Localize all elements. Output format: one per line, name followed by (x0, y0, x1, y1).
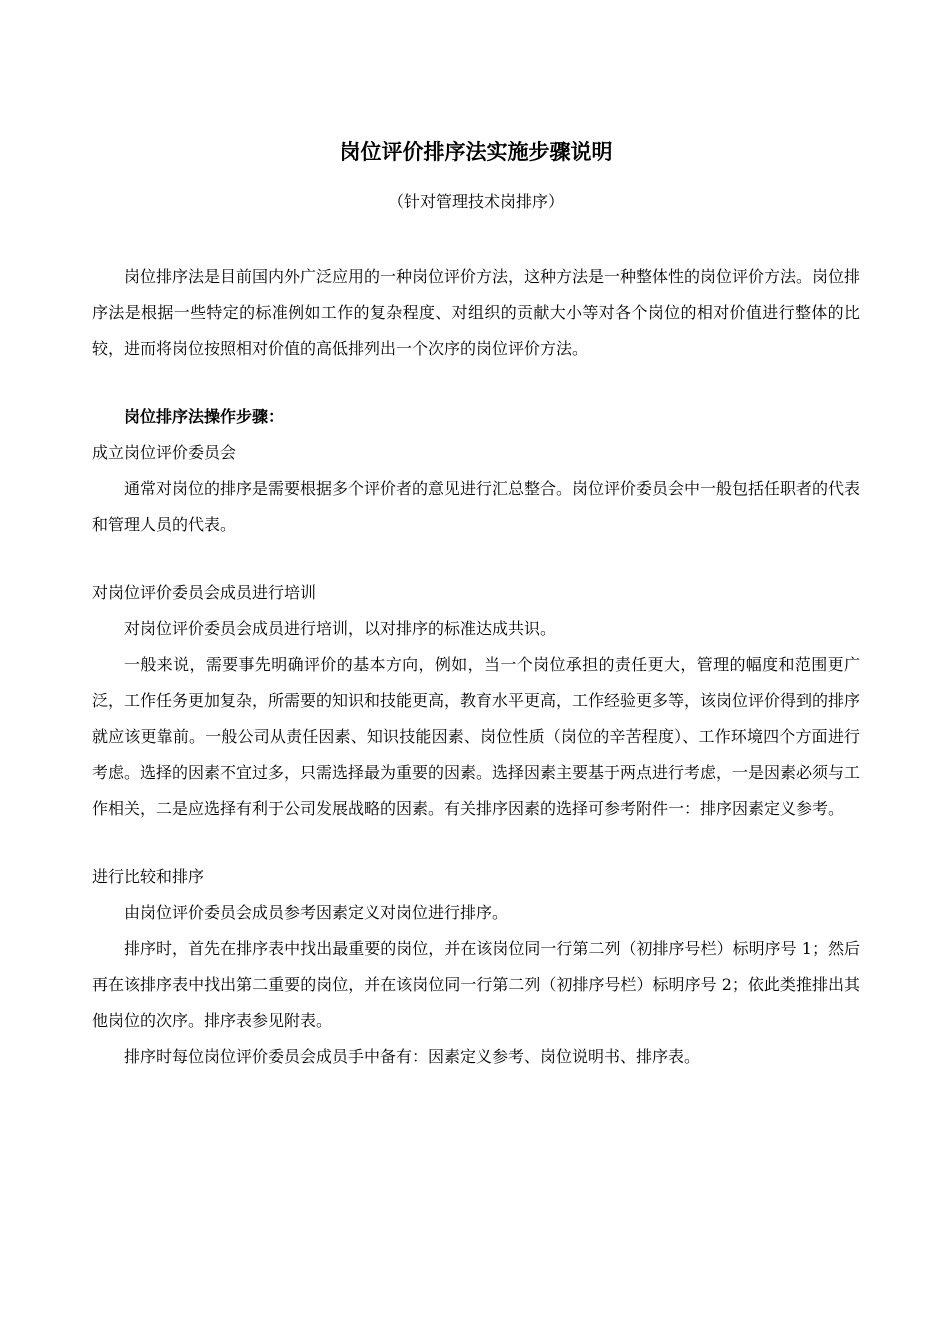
document-subtitle: （针对管理技术岗排序） (387, 192, 564, 211)
intro-paragraph: 岗位排序法是目前国内外广泛应用的一种岗位评价方法，这种方法是一种整体性的岗位评价方法。岗位排序法是根据一些特定的标准例如工作的复杂程度、对组织的贡献大小等对各个岗位的相对价值进行整体的比较，进而将岗位按照相对价值的高低排列出一个次序的岗位评价方法。 (92, 267, 861, 358)
section-heading-training: 对岗位评价委员会成员进行培训 (92, 583, 317, 602)
document-title: 岗位评价排序法实施步骤说明 (339, 140, 613, 164)
section-paragraph: 由岗位评价委员会成员参考因素定义对岗位进行排序。 (124, 903, 509, 922)
section-paragraph: 一般来说，需要事先明确评价的基本方向，例如，当一个岗位承担的责任更大，管理的幅度和范围更广泛，工作任务更加复杂，所需要的知识和技能更高，教育水平更高，工作经验更多等，该岗位评价得到的排序就应该更靠前。一般公司从责任因素、知识技能因素、岗位性质（岗位的辛苦程度）、工作环境四个方面进行考虑。选择的因素不宜过多，只需选择最为重要的因素。选择因素主要基于两点进行考虑，一是因素必须与工作相关，二是应选择有利于公司发展战略的因素。有关排序因素的选择可参考附件一：排序因素定义参考。 (92, 655, 861, 818)
section-paragraph: 通常对岗位的排序是需要根据多个评价者的意见进行汇总整合。岗位评价委员会中一般包括任职者的代表和管理人员的代表。 (92, 479, 861, 534)
section-paragraph: 对岗位评价委员会成员进行培训，以对排序的标准达成共识。 (124, 619, 557, 638)
section-paragraph: 排序时每位岗位评价委员会成员手中备有：因素定义参考、岗位说明书、排序表。 (124, 1047, 701, 1066)
section-heading-committee: 成立岗位评价委员会 (92, 443, 237, 462)
section-paragraph: 排序时，首先在排序表中找出最重要的岗位，并在该岗位同一行第二列（初排序号栏）标明序号 1；然后再在该排序表中找出第二重要的岗位，并在该岗位同一行第二列（初排序号栏）标明序号 2；依此类推排出其他岗位的次序。排序表参见附表。 (92, 939, 860, 1030)
document-page (92, 135, 860, 1075)
section-heading-ranking: 进行比较和排序 (92, 867, 205, 886)
steps-heading: 岗位排序法操作步骤： (124, 407, 285, 426)
